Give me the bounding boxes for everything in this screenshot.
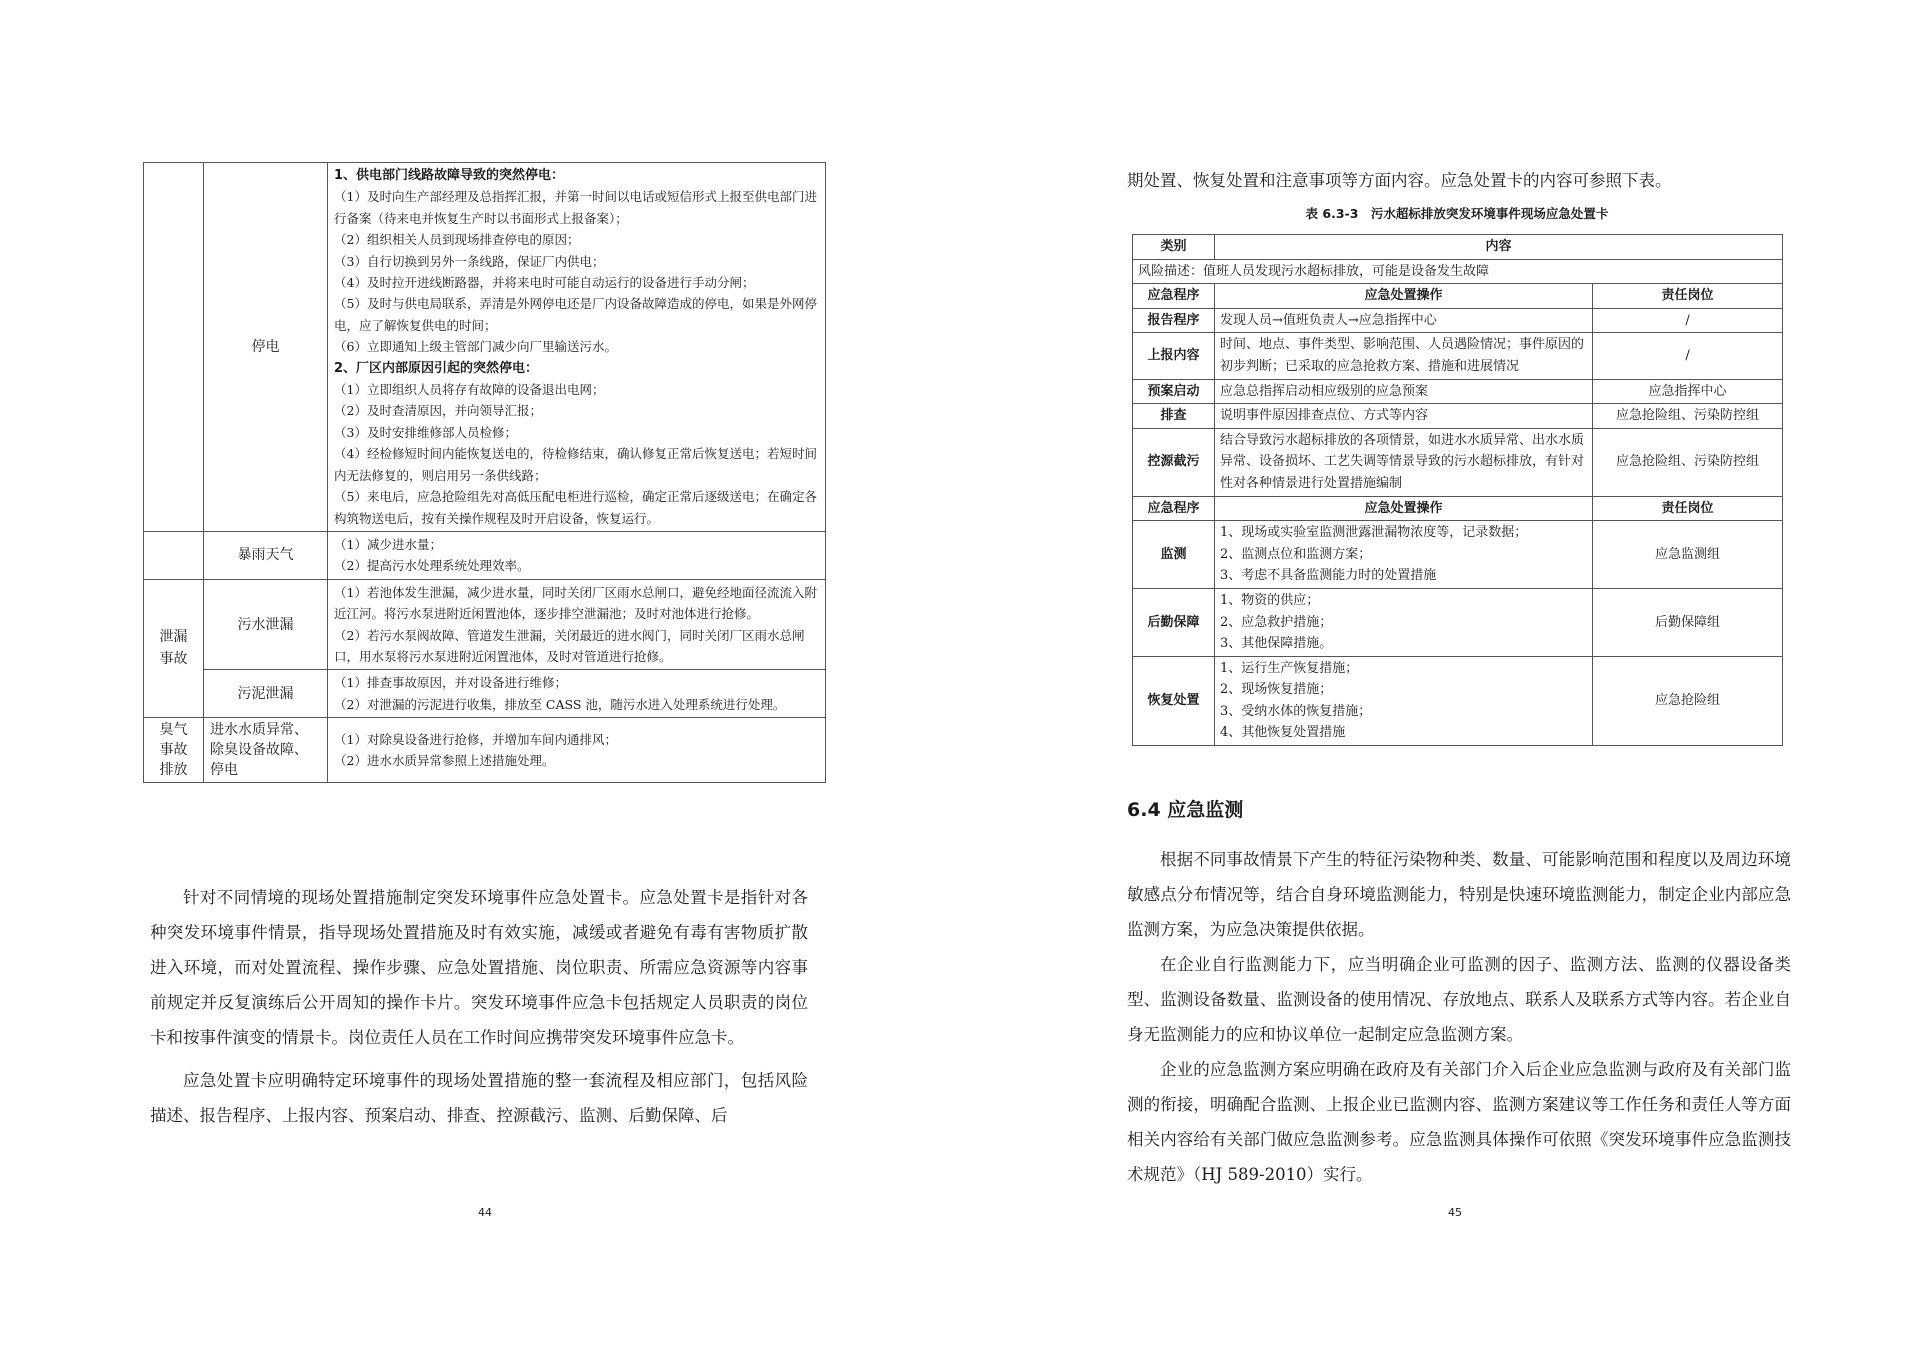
list-item: （6）立即通知上级主管部门减少向厂里输送污水。: [334, 339, 617, 355]
emergency-card-table: [1132, 234, 1783, 746]
outage-heading-1: 1、供电部门线路故障导致的突然停电：: [334, 168, 565, 183]
row-post: 应急指挥中心: [1593, 379, 1783, 404]
risk-description: 风险描述：值班人员发现污水超标排放，可能是设备发生故障: [1133, 259, 1783, 284]
table-row: [1133, 259, 1783, 284]
list-item: （2）组织相关人员到现场排查停电的原因；: [334, 232, 580, 248]
sewage-leak-measures: [328, 579, 826, 670]
table-row: [144, 670, 826, 718]
list-item: （5）来电后，应急抢险组先对高低压配电柜进行巡检，确定正常后逐级送电；在确定各构筑物送电后，按有关操作规程及时开启设备，恢复运行。: [334, 489, 817, 526]
header-post: 责任岗位: [1593, 284, 1783, 309]
table-row: [144, 718, 826, 783]
list-item: 2、监测点位和监测方案；: [1220, 546, 1372, 562]
table-row: [1133, 428, 1783, 496]
list-item: 2、应急救护措施；: [1220, 614, 1333, 630]
list-item: （1）及时向生产部经理及总指挥汇报，并第一时间以电话或短信形式上报至供电部门进行备案（待来电并恢复生产时以书面形式上报备案）；: [334, 189, 817, 226]
header-procedure: 应急程序: [1133, 496, 1215, 521]
rainstorm-category: 暴雨天气: [204, 531, 328, 579]
list-item: （3）及时安排维修部人员检修；: [334, 424, 517, 440]
table-header-row: [1133, 235, 1783, 260]
table-row: [1133, 521, 1783, 589]
table-row: [1133, 379, 1783, 404]
row-label: 监测: [1133, 521, 1215, 589]
row-operation: [1215, 521, 1593, 589]
sludge-leak-measures: [328, 670, 826, 718]
odor-cause: 进水水质异常、除臭设备故障、停电: [204, 718, 328, 783]
row-post: /: [1593, 333, 1783, 379]
row-operation: 结合导致污水超标排放的各项情景，如进水水质异常、出水水质异常、设备损坏、工艺失调等情景导致的污水超标排放，有针对性对各种情景进行处置措施编制: [1215, 428, 1593, 496]
header-content: 内容: [1215, 235, 1783, 260]
leak-category: [144, 579, 204, 717]
row-operation: 说明事件原因排查点位、方式等内容: [1215, 404, 1593, 429]
header-post: 责任岗位: [1593, 496, 1783, 521]
list-item: 3、考虑不具备监测能力时的处置措施: [1220, 568, 1437, 584]
table-row: [144, 163, 826, 532]
list-item: 3、其他保障措施。: [1220, 636, 1333, 652]
list-item: （2）进水水质异常参照上述措施处理。: [334, 753, 555, 769]
sludge-leak-label: 污泥泄漏: [204, 670, 328, 718]
row-post: 应急抢险组、污染防控组: [1593, 404, 1783, 429]
list-item: （1）排查事故原因，并对设备进行维修；: [334, 675, 567, 691]
list-item: 4、其他恢复处置措施: [1220, 725, 1346, 741]
list-item: （2）对泄漏的污泥进行收集，排放至 CASS 池，随污水进入处理系统进行处理。: [334, 696, 786, 712]
row-operation: [1215, 656, 1593, 745]
table-cell: [144, 163, 204, 532]
list-item: 1、运行生产恢复措施；: [1220, 660, 1359, 676]
section-title: 6.4 应急监测: [1127, 799, 1244, 821]
table-header-row: [1133, 496, 1783, 521]
outage-category: 停电: [204, 163, 328, 532]
row-post: 应急抢险组、污染防控组: [1593, 428, 1783, 496]
paragraph: 企业的应急监测方案应明确在政府及有关部门介入后企业应急监测与政府及有关部门监测的衔接，明确配合监测、上报企业已监测内容、监测方案建议等工作任务和责任人等方面相关内容给有关部门做应急监测参考。应急监测具体操作可依照《突发环境事件应急监测技术规范》（HJ 589-2010）实行。: [1127, 1060, 1791, 1184]
row-post: /: [1593, 308, 1783, 333]
leak-category-label: 泄漏事故: [159, 629, 188, 668]
odor-measures: [328, 718, 826, 783]
list-item: 1、现场或实验室监测泄露泄漏物浓度等，记录数据；: [1220, 525, 1528, 541]
row-post: 后勤保障组: [1593, 588, 1783, 656]
row-label: 报告程序: [1133, 308, 1215, 333]
right-body-text: [1127, 842, 1791, 1192]
paragraph: 在企业自行监测能力下，应当明确企业可监测的因子、监测方法、监测的仪器设备类型、监测设备数量、监测设备的使用情况、存放地点、联系人及联系方式等内容。若企业自身无监测能力的应和协议单位一起制定应急监测方案。: [1127, 955, 1791, 1044]
table-caption: 表 6.3-3 污水超标排放突发环境事件现场应急处置卡: [1305, 206, 1609, 221]
table-cell: [144, 531, 204, 579]
list-item: （4）及时拉开进线断路器，并将来电时可能自动运行的设备进行手动分闸；: [334, 275, 755, 291]
header-procedure: 应急程序: [1133, 284, 1215, 309]
list-item: （5）及时与供电局联系，弄清是外网停电还是厂内设备故障造成的停电，如果是外网停电，应了解恢复供电的时间；: [334, 296, 817, 333]
list-item: 3、受纳水体的恢复措施；: [1220, 703, 1372, 719]
list-item: （4）经检修短时间内能恢复送电的，待检修结束，确认修复正常后恢复送电；若短时间内无法修复的，则启用另一条供线路；: [334, 446, 817, 483]
page-number-right: 45: [1448, 1206, 1462, 1219]
list-item: （2）及时查清原因，并向领导汇报；: [334, 403, 542, 419]
left-body-text: [150, 880, 808, 1133]
row-label: 后勤保障: [1133, 588, 1215, 656]
row-operation: [1215, 588, 1593, 656]
row-operation: 应急总指挥启动相应级别的应急预案: [1215, 379, 1593, 404]
paragraph: 应急处置卡应明确特定环境事件的现场处置措施的整一套流程及相应部门，包括风险描述、报告程序、上报内容、预案启动、排查、控源截污、监测、后勤保障、后: [150, 1071, 808, 1125]
header-type: 类别: [1133, 235, 1215, 260]
row-post: 应急抢险组: [1593, 656, 1783, 745]
paragraph: 针对不同情境的现场处置措施制定突发环境事件应急处置卡。应急处置卡是指针对各种突发环境事件情景，指导现场处置措施及时有效实施，减缓或者避免有毒有害物质扩散进入环境，而对处置流程、操作步骤、应急处置措施、岗位职责、所需应急资源等内容事前规定并反复演练后公开周知的操作卡片。突发环境事件应急卡包括规定人员职责的岗位卡和按事件演变的情景卡。岗位责任人员在工作时间应携带突发环境事件应急卡。: [150, 888, 808, 1047]
row-operation: 时间、地点、事件类型、影响范围、人员遇险情况；事件原因的初步判断；已采取的应急抢救方案、措施和进展情况: [1215, 333, 1593, 379]
row-label: 恢复处置: [1133, 656, 1215, 745]
list-item: 1、物资的供应；: [1220, 592, 1320, 608]
odor-category-label: 臭气事故排放: [159, 722, 188, 779]
table-row: [1133, 588, 1783, 656]
table-row: [144, 531, 826, 579]
table-row: [1133, 333, 1783, 379]
outage-measures: [328, 163, 826, 532]
odor-category: [144, 718, 204, 783]
row-label: 预案启动: [1133, 379, 1215, 404]
disposal-measures-table: [143, 162, 826, 783]
table-row: [144, 579, 826, 670]
header-operation: 应急处置操作: [1215, 496, 1593, 521]
row-post: 应急监测组: [1593, 521, 1783, 589]
table-row: [1133, 656, 1783, 745]
outage-heading-2: 2、厂区内部原因引起的突然停电：: [334, 360, 539, 376]
list-item: （2）提高污水处理系统处理效率。: [334, 558, 530, 574]
row-operation: 发现人员→值班负责人→应急指挥中心: [1215, 308, 1593, 333]
rainstorm-measures: [328, 531, 826, 579]
list-item: （3）自行切换到另外一条线路，保证厂内供电；: [334, 253, 605, 269]
list-item: （1）对除臭设备进行抢修，并增加车间内通排风；: [334, 731, 617, 747]
row-label: 控源截污: [1133, 428, 1215, 496]
list-item: （1）若池体发生泄漏，减少进水量，同时关闭厂区雨水总闸口，避免经地面径流流入附近江河。将污水泵进附近闲置池体，逐步排空泄漏池；及时对池体进行抢修。: [334, 584, 817, 622]
table-row: [1133, 308, 1783, 333]
header-operation: 应急处置操作: [1215, 284, 1593, 309]
table-header-row: [1133, 284, 1783, 309]
row-label: 上报内容: [1133, 333, 1215, 379]
paragraph: 根据不同事故情景下产生的特征污染物种类、数量、可能影响范围和程度以及周边环境敏感点分布情况等，结合自身环境监测能力，特别是快速环境监测能力，制定企业内部应急监测方案，为应急决策提供依据。: [1127, 850, 1791, 939]
row-label: 排查: [1133, 404, 1215, 429]
sewage-leak-label: 污水泄漏: [204, 579, 328, 670]
list-item: （1）减少进水量；: [334, 536, 442, 552]
list-item: （1）立即组织人员将存有故障的设备退出电网；: [334, 382, 605, 398]
right-intro-text: 期处置、恢复处置和注意事项等方面内容。应急处置卡的内容可参照下表。: [1127, 171, 1672, 190]
list-item: 2、现场恢复措施；: [1220, 682, 1333, 698]
table-row: [1133, 404, 1783, 429]
list-item: （2）若污水泵阀故障、管道发生泄漏，关闭最近的进水阀门，同时关闭厂区雨水总闸口，用水泵将污水泵进附近闲置池体，及时对管道进行抢修。: [334, 627, 805, 664]
page-number-left: 44: [478, 1206, 492, 1219]
